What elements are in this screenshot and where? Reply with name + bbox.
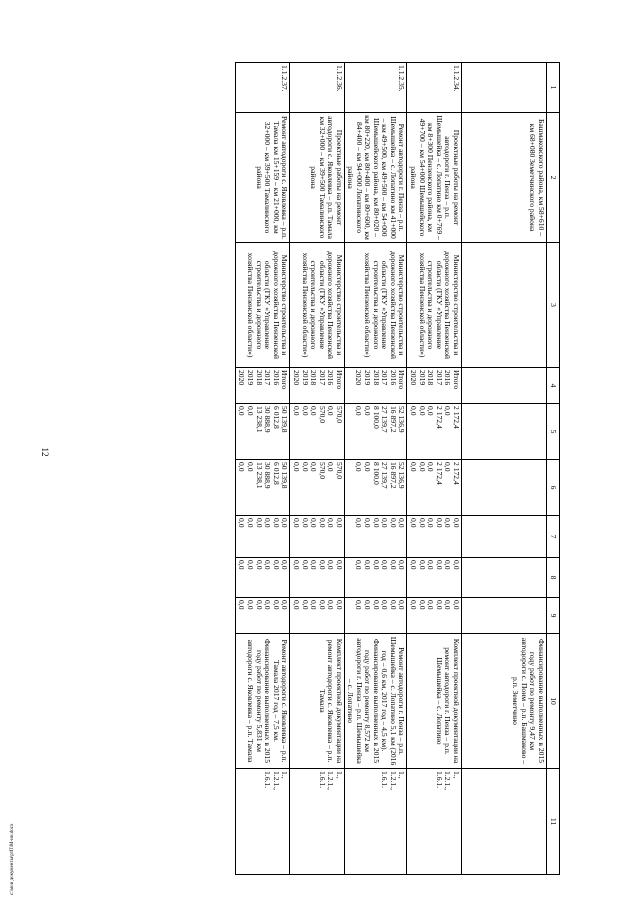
page-number: 12 <box>40 447 50 457</box>
cell-c6-line: 0,0 <box>443 462 453 472</box>
cell-c8-line: 0,0 <box>237 560 247 570</box>
cell-c7-line: 0,0 <box>246 518 255 528</box>
cell-year-line: 2018 <box>426 370 436 386</box>
cell-c8-line: 0,0 <box>280 560 290 570</box>
cell-src-line: 1.2.1., <box>443 771 453 790</box>
cell-c9 <box>344 598 407 634</box>
cell-year-line: 2019 <box>363 370 373 386</box>
cell-c8 <box>344 558 407 598</box>
cell-src-line: 1.2.1., <box>326 771 336 790</box>
cell-c9 <box>462 598 547 634</box>
cell-c9-line: 0,0 <box>434 600 444 610</box>
cell-src-line: 1.6.1. <box>317 771 327 789</box>
cell-c7-line: 0,0 <box>254 518 264 528</box>
header-cell: 7 <box>547 516 560 558</box>
cell-c7-line: 0,0 <box>317 518 327 528</box>
cell-src <box>290 769 345 875</box>
cell-c6 <box>407 460 462 516</box>
continuation-row <box>462 63 547 875</box>
cell-c5-line: 570,0 <box>317 406 327 424</box>
cell-name: Ремонт автодороги г. Пенза – р.п. Шемышейка – с. Лопатино км 41+000 – км 49+500, км 49+500 – км 54+000 Шемышейского района, км 80+020 – км 80+220, км 80+400 – км 80+600, км 84+400 – км 94+000 Лопатинского района <box>344 113 407 243</box>
cell-c9-line: 0,0 <box>271 600 281 610</box>
cell-c7-line: 0,0 <box>263 518 273 528</box>
cell-c5-line: 0,0 <box>246 406 255 416</box>
cell-num: 1.1.2.35. <box>344 63 407 113</box>
cell-c7-line: 0,0 <box>271 518 281 528</box>
cell-src-line: 1.6.1. <box>434 771 444 789</box>
cell-c8-line: 0,0 <box>309 560 319 570</box>
cell-c7-line: 0,0 <box>237 518 247 528</box>
cell-c9-line: 0,0 <box>237 600 247 610</box>
cell-year-line: 2018 <box>309 370 319 386</box>
cell-c6-line: 2 172,4 <box>434 462 444 485</box>
cell-src <box>344 769 407 875</box>
cell-c9-line: 0,0 <box>452 600 461 610</box>
cell-c8-line: 0,0 <box>388 560 398 570</box>
cell-c5-line: 0,0 <box>426 406 436 416</box>
cell-year-line: 2016 <box>443 370 453 386</box>
cell-c5-line: 0,0 <box>417 406 427 416</box>
cell-year <box>290 368 345 404</box>
header-cell: 5 <box>547 404 560 460</box>
cell-c9-line: 0,0 <box>300 600 310 610</box>
cell-c7-line: 0,0 <box>443 518 453 528</box>
cell-c8-line: 0,0 <box>326 560 336 570</box>
cell-c6-line: 0,0 <box>426 462 436 472</box>
cell-c7 <box>235 516 290 558</box>
cell-c6-line: 0,0 <box>291 462 301 472</box>
cell-c5 <box>235 404 290 460</box>
cell-c5-line: 52 136,9 <box>397 406 407 433</box>
cell-c8 <box>235 558 290 598</box>
cell-c6 <box>290 460 345 516</box>
cell-c5 <box>344 404 407 460</box>
cell-c7-line: 0,0 <box>409 518 419 528</box>
cell-c9-line: 0,0 <box>334 600 344 610</box>
cell-src <box>462 769 547 875</box>
cell-c7-line: 0,0 <box>371 518 381 528</box>
cell-c5-line: 570,0 <box>334 406 344 424</box>
cell-c5-line: 6 012,8 <box>271 406 281 429</box>
cell-year-line: 2019 <box>300 370 310 386</box>
cell-c8-line: 0,0 <box>334 560 344 570</box>
cell-year-line: 2018 <box>254 370 264 386</box>
cell-c6-line: 13 238,1 <box>254 462 264 489</box>
cell-num: 1.1.2.34. <box>407 63 462 113</box>
header-cell: 10 <box>547 634 560 769</box>
cell-name: Проектные работы на ремонт автодороги г. Пенза – р.п. Шемышейка – с. Лопатино км 0+769 – км 8+300 Пензенского района, км 49+700 – км 54+000 Шемышейского района <box>407 113 462 243</box>
cell-year-line: 2016 <box>271 370 281 386</box>
cell-c6-line: 8 100,0 <box>371 462 381 485</box>
cell-c5-line: 0,0 <box>363 406 373 416</box>
cell-c9-line: 0,0 <box>371 600 381 610</box>
cell-c8-line: 0,0 <box>300 560 310 570</box>
cell-c7-line: 0,0 <box>300 518 310 528</box>
table-row <box>235 63 290 875</box>
cell-num <box>462 63 547 113</box>
cell-c7-line: 0,0 <box>363 518 373 528</box>
cell-org: Министерство строительства и дорожного хозяйства Пензенской области (ГКУ «Управление строительства и дорожного хозяйства Пензенской области») <box>407 243 462 368</box>
cell-c7-line: 0,0 <box>452 518 461 528</box>
cell-c8-line: 0,0 <box>380 560 390 570</box>
cell-c9-line: 0,0 <box>263 600 273 610</box>
cell-c5 <box>407 404 462 460</box>
cell-c6-line: 2 172,4 <box>452 462 461 485</box>
cell-src-line: 1., <box>280 771 290 779</box>
cell-year-line: 2017 <box>263 370 273 386</box>
cell-year-line: Итого <box>452 370 461 390</box>
cell-c6-line: 570,0 <box>317 462 327 480</box>
cell-c6-line: 0,0 <box>363 462 373 472</box>
cell-year-line: 2018 <box>371 370 381 386</box>
cell-c5-line: 50 139,8 <box>280 406 290 433</box>
cell-num: 1.1.2.36. <box>290 63 345 113</box>
cell-c6-line: 30 888,9 <box>263 462 273 489</box>
cell-c7-line: 0,0 <box>326 518 336 528</box>
cell-c9-line: 0,0 <box>326 600 336 610</box>
cell-year <box>407 368 462 404</box>
cell-c5-line: 0,0 <box>354 406 364 416</box>
cell-c7-line: 0,0 <box>380 518 390 528</box>
cell-c9-line: 0,0 <box>363 600 373 610</box>
cell-year-line: 2020 <box>237 370 247 386</box>
cell-c6-line: 52 136,9 <box>397 462 407 489</box>
cell-year-line: Итого <box>334 370 344 390</box>
cell-year-line: 2019 <box>417 370 427 386</box>
header-cell: 3 <box>547 243 560 368</box>
cell-c6 <box>462 460 547 516</box>
cell-c8-line: 0,0 <box>426 560 436 570</box>
cell-src <box>235 769 290 875</box>
cell-description: Ремонт автодороги с. Яковлевка – р.п. Тамала 2017 год – 7,5 км. Финансирование выполненных в 2015 году работ по ремонту 5,831 км автодороги с. Яковлевка – р.п. Тамала <box>235 634 290 769</box>
cell-name: Проектные работы на ремонт автодороги с. Яковлевка – р.п. Тамала км 32+000 – км 39+500 Тамалинского района <box>290 113 345 243</box>
cell-org: Министерство строительства и дорожного хозяйства Пензенской области (ГКУ «Управление строительства и дорожного хозяйства Пензенской области») <box>344 243 407 368</box>
cell-c5 <box>462 404 547 460</box>
cell-year-line: 2020 <box>291 370 301 386</box>
table-row <box>344 63 407 875</box>
cell-org: Министерство строительства и дорожного хозяйства Пензенской области (ГКУ «Управление строительства и дорожного хозяйства Пензенской области») <box>290 243 345 368</box>
cell-c8-line: 0,0 <box>409 560 419 570</box>
cell-c8 <box>407 558 462 598</box>
cell-c5-line: 2 172,4 <box>452 406 461 429</box>
cell-c7 <box>344 516 407 558</box>
cell-c7-line: 0,0 <box>291 518 301 528</box>
program-table <box>235 62 560 875</box>
cell-year-line: Итого <box>280 370 290 390</box>
cell-c5-line: 0,0 <box>300 406 310 416</box>
cell-src <box>407 769 462 875</box>
cell-c6-line: 0,0 <box>237 462 247 472</box>
cell-c9-line: 0,0 <box>426 600 436 610</box>
cell-src-line: 1., <box>397 771 407 779</box>
cell-org: Министерство строительства и дорожного хозяйства Пензенской области (ГКУ «Управление строительства и дорожного хозяйства Пензенской области») <box>235 243 290 368</box>
cell-c7-line: 0,0 <box>434 518 444 528</box>
cell-c8-line: 0,0 <box>397 560 407 570</box>
cell-c7-line: 0,0 <box>397 518 407 528</box>
cell-c5 <box>290 404 345 460</box>
cell-c6-line: 6 012,8 <box>271 462 281 485</box>
cell-c8-line: 0,0 <box>263 560 273 570</box>
table-row <box>407 63 462 875</box>
cell-c7-line: 0,0 <box>354 518 364 528</box>
cell-c8 <box>462 558 547 598</box>
cell-year-line: 2017 <box>434 370 444 386</box>
cell-c9-line: 0,0 <box>397 600 407 610</box>
cell-c7 <box>290 516 345 558</box>
cell-c6-line: 570,0 <box>334 462 344 480</box>
cell-c8-line: 0,0 <box>354 560 364 570</box>
cell-c6 <box>235 460 290 516</box>
cell-c9-line: 0,0 <box>246 600 255 610</box>
cell-c9-line: 0,0 <box>409 600 419 610</box>
cell-c8-line: 0,0 <box>317 560 327 570</box>
cell-c5-line: 0,0 <box>291 406 301 416</box>
cell-src-line: 1.6.1. <box>380 771 390 789</box>
cell-c8-line: 0,0 <box>452 560 461 570</box>
cell-c5-line: 0,0 <box>237 406 247 416</box>
cell-c9-line: 0,0 <box>291 600 301 610</box>
cell-src-line: 1.2.1., <box>388 771 398 790</box>
cell-c6-line: 0,0 <box>354 462 364 472</box>
cell-c9-line: 0,0 <box>309 600 319 610</box>
cell-src-line: 1.2.1., <box>271 771 281 790</box>
cell-c5-line: 13 238,1 <box>254 406 264 433</box>
cell-c7-line: 0,0 <box>309 518 319 528</box>
cell-c6-line: 50 139,8 <box>280 462 290 489</box>
cell-c6-line: 0,0 <box>246 462 255 472</box>
header-cell: 11 <box>547 769 560 875</box>
cell-year <box>235 368 290 404</box>
cell-c5-line: 0,0 <box>326 406 336 416</box>
cell-year-line: 2020 <box>354 370 364 386</box>
cell-c5-line: 30 888,9 <box>263 406 273 433</box>
cell-c9-line: 0,0 <box>380 600 390 610</box>
header-cell: 2 <box>547 113 560 243</box>
cell-name: Ремонт автодороги с. Яковлевка – р.п. Тамала км 15+159 – км 21+000, км 32+000 – км 39+500 Тамалинского района <box>235 113 290 243</box>
cell-c6 <box>344 460 407 516</box>
cell-c7-line: 0,0 <box>334 518 344 528</box>
cell-c8-line: 0,0 <box>246 560 255 570</box>
cell-year <box>462 368 547 404</box>
cell-c5-line: 8 100,0 <box>371 406 381 429</box>
cell-c8-line: 0,0 <box>443 560 453 570</box>
cell-description: Финансирование выполненных в 2015 году работ по ремонту 9,47 км автодороги с. Поим – р.п. Башмаково – р.п. Земетчино <box>462 634 547 769</box>
cell-c6-line: 0,0 <box>309 462 319 472</box>
cell-c8-line: 0,0 <box>434 560 444 570</box>
cell-c9-line: 0,0 <box>443 600 453 610</box>
cell-c9-line: 0,0 <box>417 600 427 610</box>
cell-c8-line: 0,0 <box>271 560 281 570</box>
cell-num: 1.1.2.37. <box>235 63 290 113</box>
cell-c6-line: 16 897,2 <box>388 462 398 489</box>
cell-c5-line: 27 139,7 <box>380 406 390 433</box>
cell-year-line: 2017 <box>317 370 327 386</box>
cell-c7-line: 0,0 <box>280 518 290 528</box>
cell-c6-line: 0,0 <box>326 462 336 472</box>
cell-year-line: 2016 <box>388 370 398 386</box>
cell-org <box>462 243 547 368</box>
cell-c7-line: 0,0 <box>417 518 427 528</box>
cell-c7-line: 0,0 <box>426 518 436 528</box>
cell-c8 <box>290 558 345 598</box>
cell-name: Башмаковского района, км 58+610 – км 68+080 Земетчинского района <box>462 113 547 243</box>
cell-c5-line: 0,0 <box>309 406 319 416</box>
cell-c9-line: 0,0 <box>317 600 327 610</box>
cell-year-line: 2016 <box>326 370 336 386</box>
cell-src-line: 1.6.1. <box>263 771 273 789</box>
cell-c7-line: 0,0 <box>388 518 398 528</box>
cell-c9-line: 0,0 <box>354 600 364 610</box>
cell-c5-line: 0,0 <box>443 406 453 416</box>
header-cell: 1 <box>547 63 560 113</box>
cell-year-line: 2019 <box>246 370 255 386</box>
header-cell: 6 <box>547 460 560 516</box>
cell-year-line: Итого <box>397 370 407 390</box>
cell-src-line: 1., <box>334 771 344 779</box>
cell-c9-line: 0,0 <box>388 600 398 610</box>
table-row <box>290 63 345 875</box>
cell-c8-line: 0,0 <box>417 560 427 570</box>
cell-c8-line: 0,0 <box>291 560 301 570</box>
cell-c8-line: 0,0 <box>363 560 373 570</box>
cell-c8-line: 0,0 <box>254 560 264 570</box>
cell-c6-line: 27 139,7 <box>380 462 390 489</box>
cell-c6-line: 0,0 <box>300 462 310 472</box>
cell-description: Ремонт автодороги г. Пенза – р.п. Шемышейка – с. Лопатино 5,1 км (2016 год – 0,6 км, 2017 год – 4,5 км). Финансирование выполненных в 2015 году работ по ремонту 8,572 км автодороги г. Пенза – р.п. Шемышейка – с. Лопатино <box>344 634 407 769</box>
cell-c7 <box>407 516 462 558</box>
cell-c5-line: 2 172,4 <box>434 406 444 429</box>
rotated-table-wrapper <box>80 62 560 874</box>
cell-c9-line: 0,0 <box>254 600 264 610</box>
cell-src-line: 1., <box>452 771 461 779</box>
header-cell: 8 <box>547 558 560 598</box>
footer-path: c:\мои документы\ртП\М-ин.docx <box>10 823 15 895</box>
cell-description: Комплект проектной документации на ремонт автодороги г. Пенза – р.п. Шемышейка – с. Лопатино <box>407 634 462 769</box>
header-cell: 9 <box>547 598 560 634</box>
cell-c5-line: 16 897,2 <box>388 406 398 433</box>
cell-c8-line: 0,0 <box>371 560 381 570</box>
cell-c9 <box>235 598 290 634</box>
header-row <box>547 63 560 875</box>
cell-c9 <box>290 598 345 634</box>
cell-year-line: 2020 <box>409 370 419 386</box>
cell-c6-line: 0,0 <box>409 462 419 472</box>
cell-c9 <box>407 598 462 634</box>
cell-c9-line: 0,0 <box>280 600 290 610</box>
header-cell: 4 <box>547 368 560 404</box>
cell-c7 <box>462 516 547 558</box>
cell-description: Комплект проектной документации на ремонт автодороги с. Яковлевка – р.п. Тамала <box>290 634 345 769</box>
cell-year-line: 2017 <box>380 370 390 386</box>
cell-c5-line: 0,0 <box>409 406 419 416</box>
cell-c6-line: 0,0 <box>417 462 427 472</box>
cell-year <box>344 368 407 404</box>
